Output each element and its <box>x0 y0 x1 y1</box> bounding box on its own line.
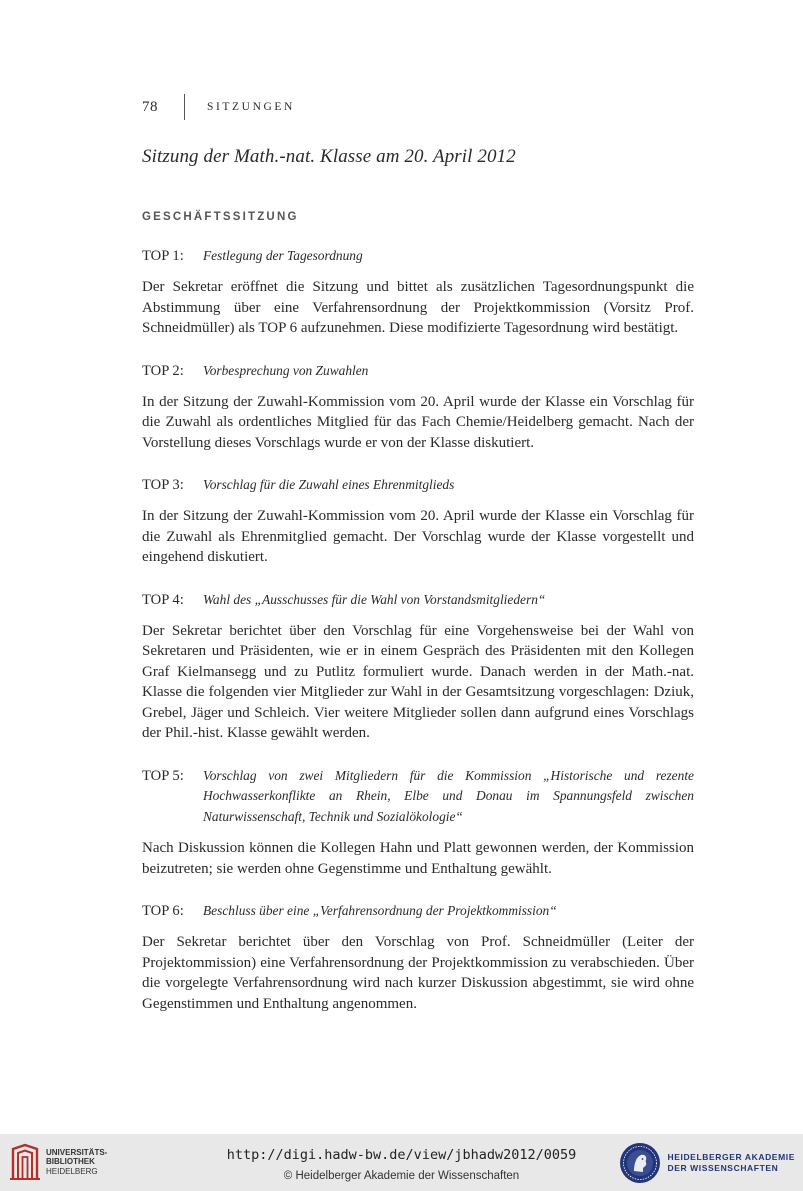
agenda-item-heading <box>142 361 694 381</box>
agenda-item-heading <box>142 475 694 495</box>
agenda-item-title: Wahl des „Ausschusses für die Wahl von Vorstandsmitgliedern“ <box>203 591 546 607</box>
agenda-item-title: Vorschlag von zwei Mitgliedern für die Kommission „Historische und rezente Hochwasserkonflikte an Rhein, Elbe und Donau im Spannungsfeld zwischen Naturwissenschaft, Technik und Sozialökologie“ <box>203 767 694 824</box>
library-logo-line: BIBLIOTHEK <box>46 1157 95 1167</box>
agenda-item-paragraph: Der Sekretar eröffnet die Sitzung und bittet als zusätzlichen Tagesordnungspunkt die Abstimmung über eine Verfahrensordnung der Projektkommission (Vorsitz Prof. Schneidmüller) als TOP 6 aufzunehmen. Diese modifizierte Tagesordnung wird bestätigt. <box>142 279 694 336</box>
academy-logo[interactable] <box>619 1142 795 1184</box>
agenda-item-title: Festlegung der Tagesordnung <box>203 248 363 263</box>
agenda-item-heading <box>142 246 694 266</box>
agenda-body <box>142 246 694 1036</box>
agenda-item-title: Vorbesprechung von Zuwahlen <box>203 362 369 378</box>
agenda-item-heading <box>142 590 694 610</box>
agenda-item-label: TOP 3: <box>142 477 184 493</box>
agenda-item-label: TOP 1: <box>142 248 184 264</box>
agenda-item-label: TOP 2: <box>142 362 184 379</box>
agenda-item-title: Beschluss über eine „Verfahrensordnung der Projektkommission“ <box>203 903 557 918</box>
header-divider <box>184 94 185 120</box>
academy-logo-text <box>667 1152 795 1174</box>
agenda-item-paragraph: Der Sekretar berichtet über den Vorschlag von Prof. Schneidmüller (Leiter der Projektommission) eine Verfahrensordnung der Projektkommission zu verabschieden. Über die vorgelegte Verfahrensordnung wird nach kurzer Diskussion abgestimmt, sie wird ohne Gegenstimmen und Enthaltung angenommen. <box>142 934 694 1012</box>
agenda-item-label: TOP 5: <box>142 767 184 784</box>
running-head <box>142 96 295 118</box>
copyright-notice: © Heidelberger Akademie der Wissenschaften <box>283 1170 520 1182</box>
agenda-item-title: Vorschlag für die Zuwahl eines Ehrenmitglieds <box>203 477 455 492</box>
agenda-item-paragraph: In der Sitzung der Zuwahl-Kommission vom 20. April wurde der Klasse ein Vorschlag für die Zuwahl als ordentliches Mitglied für das Fach Chemie/Heidelberg gemacht. Nach der Vorstellung dieses Vorschlags wurde er von der Klasse diskutiert. <box>142 393 694 451</box>
page-title: Sitzung der Math.-nat. Klasse am 20. April 2012 <box>142 146 516 167</box>
agenda-item-paragraph: Der Sekretar berichtet über den Vorschlag für eine Vorgehensweise bei der Wahl von Sekretaren und Präsidenten, wie er in einem Gespräch des Präsidenten mit den Kollegen Graf Kielmansegg und zu Putlitz formuliert wurde. Danach werden in der Math.-nat. Klasse die folgenden vier Mitglieder zur Wahl in der Gesamtsitzung vorgeschlagen: Dziuk, Grebel, Jäger und Schleich. Vier weitere Mitglieder sollen dann aufgrund eines Vorschlags der Phil.-hist. Klasse gewählt werden. <box>142 622 694 741</box>
academy-logo-line: HEIDELBERGER AKADEMIE <box>667 1152 795 1162</box>
academy-logo-line: DER WISSENSCHAFTEN <box>667 1163 779 1173</box>
academy-seal-icon <box>619 1142 661 1184</box>
footer-bar <box>0 1134 803 1191</box>
page-number: 78 <box>142 98 158 115</box>
library-logo-line: HEIDELBERG <box>46 1166 98 1176</box>
subheading: GESCHÄFTSSITZUNG <box>142 211 299 223</box>
agenda-item-paragraph: Nach Diskussion können die Kollegen Hahn und Platt gewonnen werden, der Kommission beizutreten; sie werden ohne Gegenstimme und Enthaltung gewählt. <box>142 840 694 877</box>
agenda-item-paragraph: In der Sitzung der Zuwahl-Kommission vom 20. April wurde der Klasse ein Vorschlag für die Zuwahl als Ehrenmitglied gemacht. Der Vorschlag wurde der Klasse vorgestellt und eingehend diskutiert. <box>142 508 694 565</box>
permalink-url[interactable]: http://digi.hadw-bw.de/view/jbhadw2012/0059 <box>226 1147 577 1163</box>
agenda-item-label: TOP 4: <box>142 591 184 608</box>
agenda-item-heading <box>142 901 694 921</box>
section-heading: SITZUNGEN <box>207 101 295 113</box>
library-logo-line: UNIVERSITÄTS- <box>46 1147 108 1157</box>
agenda-item-heading <box>142 766 694 828</box>
agenda-item-label: TOP 6: <box>142 903 184 919</box>
